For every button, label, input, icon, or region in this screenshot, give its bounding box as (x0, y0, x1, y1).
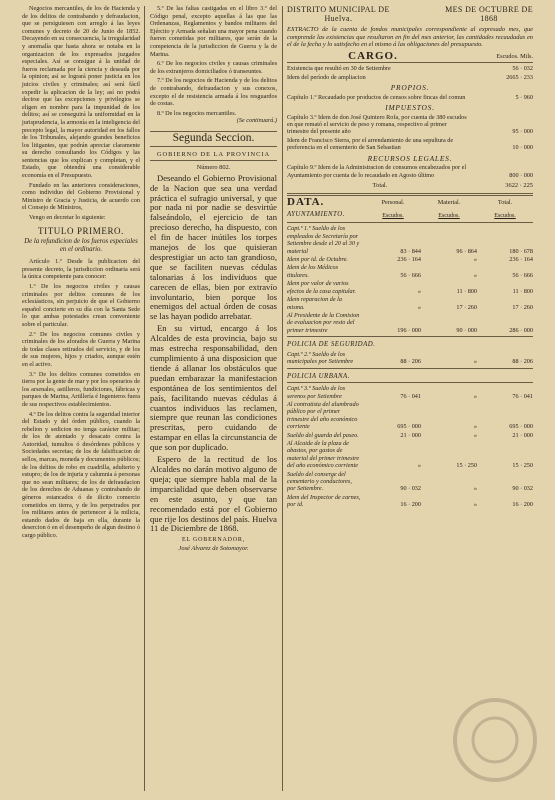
row-amount: 10 · 000 (512, 144, 533, 152)
impuestos-rows (287, 114, 533, 152)
divider (287, 222, 533, 223)
material-value: » (473, 256, 477, 264)
body-paragraph: Espero de la rectitud de los Alcaldes no darán motivo alguno de queja; que siempre habla mal de la imparcialidad que deben observarse en este asunto, y que tan recomendado está por el Gobierno que rije los destinos del país. Huelva 11 de Diciembre de 1868. (150, 454, 277, 534)
titulo-subheading: De la refundicion de los fueros especiales en el ordinario. (24, 238, 138, 254)
body-paragraph: En su virtud, encargo á los Alcaldes de esta provincia, bajo su mas estrecha responsabilidad, den cumplimiento á una disposicion que tiende á allanar los obstáculos que puedan embarazar la manifestacion espontánea de los sentimientos del país, facilitando nuevas cédulas á cuantos individuos las reclamen, siempre que reunan las condiciones prescritas, pero cuidando de estampar en ellas la circunstancia de que son por duplicado. (150, 323, 277, 453)
total-label: Total. (372, 182, 388, 190)
data-row (287, 471, 533, 493)
divider (287, 368, 533, 369)
cargo-heading-row (287, 49, 533, 62)
total-amount: 3622 · 225 (505, 182, 533, 190)
personal-value: 83 · 844 (400, 247, 421, 255)
escudos-label: Escudos. (438, 213, 460, 220)
row-label: Capt.º 2.º Sueldo de los municipales por Setiembre (287, 350, 354, 366)
signature-name: José Alvarez de Sotomayor. (178, 544, 249, 552)
material-value: » (473, 358, 477, 366)
cargo-row (287, 94, 533, 101)
divider (287, 336, 533, 337)
data-row (287, 385, 533, 400)
divider (287, 62, 533, 63)
col-total: Total. (497, 198, 513, 206)
row-label: Idem de los Médicos titulares. (287, 264, 339, 279)
material-value: » (473, 423, 477, 431)
district-block (287, 5, 390, 23)
data-row (287, 440, 533, 470)
continuara-note: (Se continuará.) (236, 117, 277, 125)
cargo-total-row (287, 182, 533, 190)
cargo-row (287, 137, 533, 152)
ayuntamiento-heading: AYUNTAMIENTO. (287, 211, 345, 219)
total-value: 76 · 041 (512, 392, 533, 400)
personal-value: » (417, 462, 421, 470)
cargo-row (287, 164, 533, 179)
total-value: 56 · 666 (512, 271, 533, 279)
cargo-row (287, 74, 533, 81)
month-block (445, 5, 533, 23)
section-heading: Segunda Seccion. (150, 131, 277, 147)
personal-value: 16 · 200 (400, 501, 421, 509)
data-row (287, 264, 533, 279)
material-value: 11 · 800 (456, 287, 477, 295)
article-paragraph: 1.º De los negocios civiles y causas criminales por delitos comunes de los eclesiásticos, sin perjuicio de que el Gobierno español concierte en su día con la Santa Sede lo que ambas potestades crean conveniente sobre el particular. (22, 283, 140, 328)
data-heading-row (287, 195, 533, 208)
cargo-col-head: Escudos. Mils. (496, 52, 533, 60)
article-paragraph: Artículo 1.º Desde la publicacion del presente decreto, la jurisdiccion ordinaria será la única competente para conocer: (22, 258, 140, 281)
article-8-text: 8.º De los negocios mercantiles. (157, 109, 237, 117)
column-rule (282, 6, 283, 791)
col-material: Material. (437, 198, 461, 206)
personal-value: 56 · 666 (400, 271, 421, 279)
year-label: 1868 (480, 14, 498, 23)
row-amount: 56 · 032 (512, 65, 533, 73)
cargo-heading: CARGO. (348, 49, 398, 62)
row-label: Idem por valor de varios efectos de la casa capitular. (287, 280, 356, 295)
total-value: 180 · 678 (509, 247, 533, 255)
column-right (287, 5, 533, 510)
row-label: Idem por id. de Octubre. (287, 256, 348, 264)
material-value: » (473, 392, 477, 400)
data-row (287, 494, 533, 509)
total-value: 11 · 800 (512, 287, 533, 295)
recursos-rows (287, 164, 533, 179)
material-value: 17 · 260 (456, 303, 477, 311)
gobierno-heading: GOBIERNO DE LA PROVINCIA (150, 151, 277, 162)
total-value: 88 · 206 (512, 358, 533, 366)
ayuntamiento-row (287, 207, 533, 220)
cargo-rows (287, 65, 533, 81)
accounts-header (287, 5, 533, 23)
total-value: 15 · 250 (512, 462, 533, 470)
escudos-label: Escudos. (494, 213, 516, 220)
article-paragraph (150, 110, 277, 118)
total-value: 17 · 260 (512, 303, 533, 311)
data-heading: DATA. (287, 195, 325, 208)
row-label: Capítulo 1.º Recaudado por productos de censos sobre fincas del comun (287, 93, 466, 101)
row-label: Al Alcaide de la plaza de abastos, por gastos de material del primer trimestre del año económico corriente (287, 439, 360, 470)
row-label: Capítulo 9.º Idem de la Administracion de consumos encabezados por el Ayuntamiento por cuenta de lo recaudado en Agosto último (287, 164, 467, 179)
total-value: 695 · 000 (509, 423, 533, 431)
article-paragraph: 3.º De los delitos comunes cometidos en tierra por la gente de mar y por los operarios de los arsenales, astilleros, fundiciones, fábricas y parques de Marina, Artillería é Ingenieros fuera de sus respectivos establecimientos. (22, 370, 140, 408)
personal-value: 90 · 032 (400, 485, 421, 493)
total-value: 236 · 164 (509, 256, 533, 264)
policia-seguridad-heading: POLICIA DE SEGURIDAD. (287, 341, 376, 349)
signature-title: EL GOBERNADOR, (182, 537, 245, 544)
cargo-row (287, 65, 533, 72)
row-label: Existencia que resultó en 30 de Setiembre (287, 65, 391, 73)
article-paragraph: 4.º De los delitos contra la seguridad interior del Estado y del órden público, cuando la rebelion y sedicion no tenga carácter militar; de los de atentado y desacato contra la Autoridad, tumultos ó desórdenes públicos y Sociedades secretas; de los de falsificacion de sellos, marcas, moneda y documentos públicos; de los delitos de robo en cuadrilla, adulterio y estupro; de los de injuria y calumnia á personas que no sean militares; de los de defraudacion de los derechos de Aduanas y contrabando de géneros estancados ó de ilícito comercio cometidos en tierra, y de los perpetrados por los militares antes de pertenecer á la milicia, estando dados de baja en ella, durante la desercion ó en el desempeño de algun destino ó cargo público. (22, 410, 140, 539)
row-label: Idem reparacion de la misma. (287, 296, 342, 311)
month-label: MES DE OCTUBRE DE (445, 5, 533, 14)
personal-value: 695 · 000 (397, 423, 421, 431)
cargo-row (287, 114, 533, 136)
material-value: » (473, 431, 477, 439)
impuestos-heading: IMPUESTOS. (385, 103, 435, 112)
article-paragraph: 5.º De las faltas castigadas en el libro 3.º del Código penal, excepto aquellas á las que las Ordenanzas, Reglamentos y bandos militares del Ejército y Armada señalan una mayor pena cuando fueren cometidas por militares, que serán de la competencia de la jurisdiccion de Guerra y la de Marina. (150, 5, 277, 58)
personal-value: » (417, 287, 421, 295)
intro-paragraph: Fundado en las anteriores consideraciones, como individuo del Gobierno Provisional y Ministro de Gracia y Justicia, de acuerdo con el Consejo de Ministros, (22, 181, 140, 212)
row-label: Idem del período de ampliacion (287, 73, 366, 81)
personal-value: 88 · 206 (400, 358, 421, 366)
data-row (287, 312, 533, 334)
data-row (287, 432, 533, 439)
material-value: 15 · 250 (456, 462, 477, 470)
row-amount: 800 · 000 (509, 171, 533, 179)
data-row (287, 225, 533, 255)
row-amount: 95 · 000 (512, 128, 533, 136)
data-rows-ayuntamiento (287, 225, 533, 334)
archive-watermark-icon (440, 690, 550, 790)
row-label: Al contratista del alumbrado público por el primer trimestre del año económico corriente (287, 400, 359, 431)
numero-label: Número 802. (196, 164, 231, 172)
row-label: Sueldo del guarda del paseo. (287, 431, 359, 439)
personal-value: 76 · 041 (400, 392, 421, 400)
row-amount: 5 · 960 (515, 93, 533, 101)
article-paragraph: 2.º De los negocios comunes civiles y criminales de los aforados de Guerra y Marina de todas clases retirados del servicio, y de los de sus mujeres, hijos y criados, aunque estén en el activo. (22, 330, 140, 368)
data-row (287, 296, 533, 311)
total-value: 16 · 200 (512, 501, 533, 509)
propios-heading: PROPIOS. (390, 83, 430, 92)
material-value: 96 · 864 (456, 247, 477, 255)
intro-paragraph: Negocios mercantiles, de los de Hacienda y de los delitos de contrabando y defraudacion, que se persiguiesen con arreglo á las leyes comunes y decreto de 20 de Junio de 1852. Decayendo en su consecuencia, la irregularidad y anomalía que hasta ahora se notaba en la organizacion de los expresados juzgados especiales. Así se consigue á la unidad de fueros reclamada por la ciencia y deseada por la opinion; así se logrará poner justicia en los juicios civiles y criminales; así será fácil expedir la aplicacion de la ley; así no podrá decirse que las excepciones y privilegios se eligen en nombre para la impunidad de los delitos; así se conseguirá la uniformidad en la jurisprudencia, la armonía en la inteligencia del precepto legal, la mayor autoridad en los fallos de los Tribunales, alejando grandes beneficios los litigantes, que podrán apreciar claramente su derecho consultando los Códigos y las sentencias que los explican y completan, y el Estado, que obtendrá una considerable economía en el Presupuesto. (22, 5, 140, 180)
titulo-heading: TITULO PRIMERO. (38, 225, 124, 236)
data-rows-seguridad (287, 351, 533, 366)
row-label: Idem de Francisco Sierra, por el arrendamiento de una sepultura de preferencia en el cementerio de San Sebastian (287, 136, 454, 152)
article-paragraph: 6.º De los negocios civiles y causas criminales de los extranjeros domiciliados ó transeuntes. (150, 60, 277, 75)
total-value: 21 · 000 (512, 431, 533, 439)
material-value: » (473, 271, 477, 279)
escudos-label: Escudos. (382, 213, 404, 220)
material-value: » (473, 501, 477, 509)
row-label: Capítulo 3.º Idem de don José Quintero Rofa, por cuenta de 380 escudos en que remató el servicio de peso y romana, respectivo al primer trimestre del presente año (287, 113, 467, 136)
district-label: DISTRITO MUNICIPAL DE (287, 5, 390, 14)
row-label: Capt.º 3.º Sueldo de los serenos por Setiembre (287, 385, 346, 400)
district-name: Huelva. (324, 14, 353, 23)
material-value: 90 · 000 (456, 326, 477, 334)
column-left (22, 5, 140, 542)
row-amount: 2665 · 233 (506, 73, 533, 81)
row-label: Idem del Inspector de carnes, por id. (287, 493, 361, 509)
data-row (287, 256, 533, 263)
policia-urbana-heading: POLICIA URBANA. (287, 372, 350, 380)
column-rule (144, 6, 145, 791)
extract-paragraph: EXTRACTO de la cuenta de fondos municipales correspondiente al expresado mes, que comprende las existencias que resultaron en fin del mes anterior, las cantidades recaudadas en el de la fecha y lo satisfecho en el mismo á las obligaciones del presupuesto. (287, 26, 533, 49)
propios-rows (287, 94, 533, 101)
data-row (287, 280, 533, 295)
body-paragraph: Deseando el Gobierno Provisional de la Nacion que sea una verdad práctica el sufragio universal, y que por nada ni por nadie se desvirtúe falseándolo, el ejercicio de tan precioso derecho, ha dispuesto, con el fin de hacer inútiles los torpes manejos de los que quisieran desprestigiar un acto tan grandioso, que se faciliten nuevas cédulas talonarias á los individuos que carecen de ellas, bien por extravío involuntario, bien porque los enemigos del actual órden de cosas se las hayan podido arrebatar. (150, 172, 277, 322)
material-value: » (473, 485, 477, 493)
row-label: Capt.º 1.º Sueldo de los empleados de Secretaría por Setiembre desde el 20 al 30 y material (287, 225, 360, 255)
row-label: Sueldo del conserge del cementerio y conductores, por Setiembre. (287, 470, 352, 493)
data-rows-urbana (287, 385, 533, 509)
personal-value: 236 · 164 (397, 256, 421, 264)
personal-value: 21 · 000 (400, 431, 421, 439)
column-middle (150, 5, 277, 553)
total-value: 90 · 032 (512, 485, 533, 493)
personal-value: » (417, 303, 421, 311)
divider (287, 382, 533, 383)
personal-value: 196 · 000 (397, 326, 421, 334)
row-label: Al Presidente de la Comision de evaluacion por resto del primer trimestre (287, 311, 360, 334)
col-personal: Personal. (381, 198, 405, 206)
intro-paragraph: Vengo en decretar lo siguiente: (29, 214, 106, 222)
recursos-heading: RECURSOS LEGALES. (367, 153, 453, 163)
data-row (287, 401, 533, 431)
data-row (287, 351, 533, 366)
article-paragraph: 7.º De los negocios de Hacienda y de los delitos de contrabando, defraudacion y sus conexos, excepto el de resistencia armada á los resguardos de costas. (150, 77, 277, 108)
total-value: 286 · 000 (509, 326, 533, 334)
